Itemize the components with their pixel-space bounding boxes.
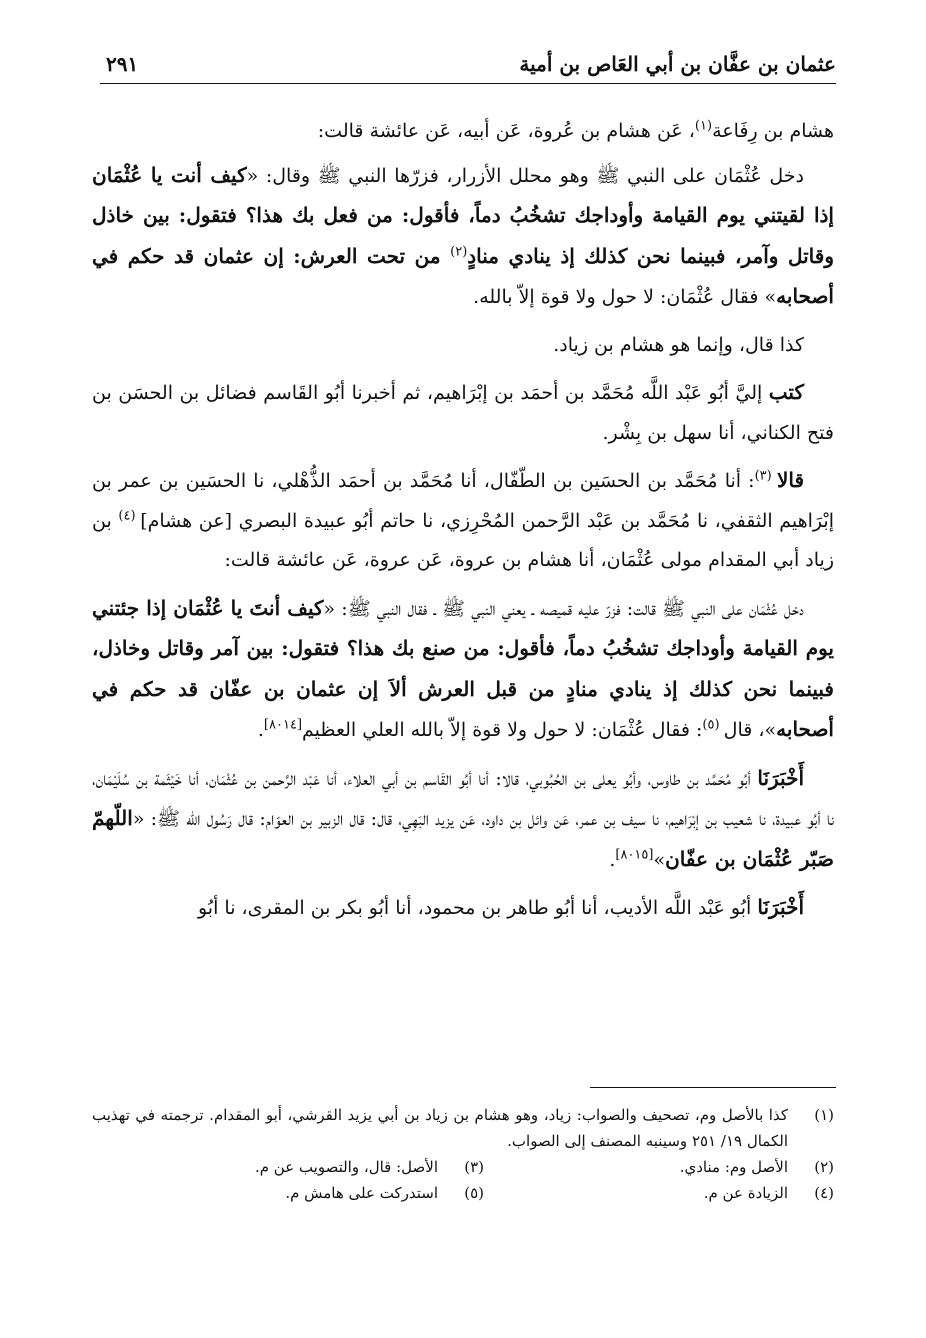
footnote-1: (١) كذا بالأصل وم، تصحيف والصواب: زياد، وهو هشام بن زياد بن أبي يزيد القرشي، أبو المقدام. ترجمته في تهذيب الكمال ١٩/ ٢٥١ وسينبه المصنف إلى الصواب.	[92, 1106, 834, 1150]
running-header	[100, 48, 836, 84]
footnote-rule	[590, 1087, 836, 1088]
footnote-3: (٣) الأصل: قال، والتصويب عن م.	[254, 1158, 484, 1176]
keyword-qala: قالا	[776, 468, 804, 492]
footnotes	[92, 1102, 834, 1206]
paragraph-5: قالا $^{(٣)}$: أنا مُحَمَّد بن الحسَين بن الطّفّال، أنا مُحَمَّد بن أحمَد الذُّهْلي، نا الحسَين بن عمر بن إبْرَاهيم الثقفي، نا مُحَمَّد بن عَبْد الرَّحمن المُحْرِزي، نا حاتم أبُو عبيدة البصري [عن هشام] $^{(٤)}$ بن زياد أبي المقدام مولى عُثْمَان، أنا هشام بن عروة، عَن عروة، عَن عائشة قالت:	[92, 468, 834, 571]
paragraph-1: هشام بن رِفَاعة$^{(١)}$، عَن هشام بن عُروة، عَن أبيه، عَن عائشة قالت:	[317, 118, 834, 142]
paragraph-7: أَخْبَرَنَا أبُو مُحَمَّد بن طاوس، وأبُو يعلى بن الحُبُوبي، قالا: أنا أبُو القَاسم بن أبي العلاء، أنا عَبْد الرَّحمن بن عُثْمَان، أنا خَيْثَمة بن سُلَيْمَان، نا أبُو عبيدة، نا شعيب بن إبْرَاهيم، نا سيف بن عمر، عَن وائل بن داود، عَن يزيد البَهِي، قال: قال الزبير بن العوّام: قال رَسُول الله ﷺ: «اللّهمّ صَبّر عُثْمَان بن عفّان»[٨٠١٥].	[92, 765, 834, 871]
hadith-number-8015: [٨٠١٥]	[615, 847, 654, 863]
chapter-title: عثمان بن عفَّان بن أبي العَاص بن أمية	[519, 52, 836, 76]
paragraph-3: كذا قال، وإنما هو هشام بن زياد.	[553, 333, 804, 356]
footnote-ref-2: (٢)	[450, 244, 468, 260]
footnote-row-2-3	[92, 1154, 834, 1180]
paragraph-6: دخل عُثْمَان على النبي ﷺ قالت: فزرّ عليه قميصه ـ يعني النبي ﷺ ـ فقال النبي ﷺ: «كيف أنتَ يا عُثْمَان إذا جئتني يوم القيامة وأوداجك تشخُبُ دماً، فأقول: من صنع بك هذا؟ فتقول: بين آمر وقاتل وخاذل، فبينما نحن كذلك إذ ينادي منادٍ من قبل العرش ألاَ إن عثمان بن عفّان قد حكم في أصحابه»، قال $^{(٥)}$: فقال عُثْمَان: لا حول ولا قوة إلاّ بالله العلي العظيم[٨٠١٤].	[92, 595, 834, 741]
hadith-number-8014: [٨٠١٤]	[263, 717, 303, 733]
paragraph-4: كتب إليَّ أبُو عَبْد اللَّه مُحَمَّد بن أحمَد بن إبْرَاهيم، ثم أخبرنا أبُو القَاسم فضائل بن الحسَن بن فتح الكناني، أنا سهل بن بِشْر.	[92, 380, 834, 444]
paragraph-8: أَخْبَرَنَا أبُو عَبْد اللَّه الأديب، أنا أبُو طاهر بن محمود، أنا أبُو بكر بن المقرى، نا أبُو	[197, 895, 804, 919]
footnote-row-4-5	[92, 1180, 834, 1206]
header-rule	[100, 83, 836, 84]
footnote-ref-4: (٤)	[118, 508, 141, 524]
footnote-ref-5: (٥)	[702, 717, 724, 733]
keyword-kataba: كتب	[768, 380, 804, 404]
keyword-akhbarana: أَخْبَرَنَا	[757, 895, 804, 919]
footnote-ref-1: (١)	[694, 118, 713, 134]
keyword-akhbarana: أَخْبَرَنَا	[757, 765, 804, 790]
main-text	[92, 112, 834, 933]
footnote-4: (٤) الزيادة عن م.	[703, 1184, 834, 1202]
footnote-2: (٢) الأصل وم: منادي.	[679, 1158, 834, 1176]
page-number: ٢٩١	[106, 52, 139, 76]
paragraph-2: دخل عُثْمَان على النبي ﷺ وهو محلل الأزرار، فزرّها النبي ﷺ وقال: «كيف أنت يا عُثْمَان إذا لقيتني يوم القيامة وأوداجك تشخُبُ دماً، فأقول: من فعل بك هذا؟ فتقول: بين خاذل وقاتل وآمر، فبينما نحن كذلك إذ ينادي منادٍ$^{(٢)}$ من تحت العرش: إن عثمان قد حكم في أصحابه» فقال عُثْمَان: لا حول ولا قوة إلاّ بالله.	[92, 162, 834, 308]
footnote-5: (٥) استدركت على هامش م.	[285, 1184, 484, 1202]
footnote-ref-3: (٣)	[754, 468, 777, 484]
